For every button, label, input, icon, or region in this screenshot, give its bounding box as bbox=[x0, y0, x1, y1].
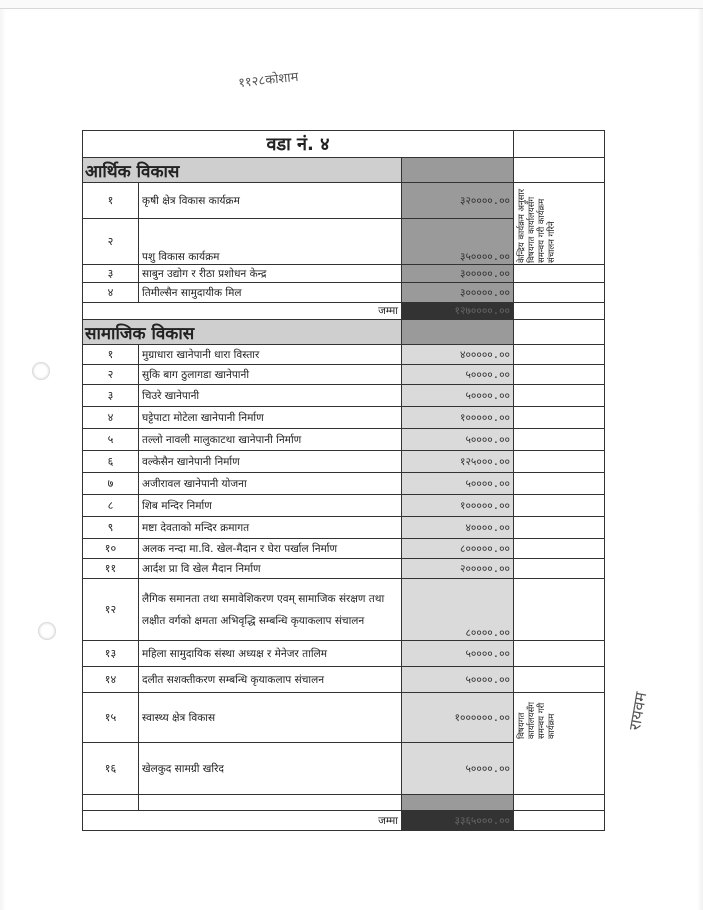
social-total-row bbox=[83, 811, 605, 831]
table-row bbox=[83, 283, 605, 303]
row-amount: ३०००००.०० bbox=[402, 265, 514, 283]
row-description: अजीरावल खानेपानी योजना bbox=[139, 473, 402, 495]
row-number: १ bbox=[83, 183, 139, 219]
table-row bbox=[83, 385, 605, 407]
row-description: पशु विकास कार्यक्रम bbox=[139, 219, 402, 265]
table-row bbox=[83, 473, 605, 495]
row-description: दलीत सशक्तीकरण सम्बन्धि कृयाकलाप संचालन bbox=[139, 667, 402, 693]
row-amount: ३२००००.०० bbox=[402, 183, 514, 219]
row-description: तिमील्सैन सामुदायीक मिल bbox=[139, 283, 402, 303]
row-amount: ५००००.०० bbox=[402, 473, 514, 495]
row-description: मष्टा देवताको मन्दिर क्रमागत bbox=[139, 517, 402, 539]
row-amount: ५००००.०० bbox=[402, 667, 514, 693]
row-amount: १०००००.०० bbox=[402, 495, 514, 517]
row-description: मुग्राधारा खानेपानी धारा विस्तार bbox=[139, 345, 402, 365]
row-description: खेलकुद सामग्री खरिद bbox=[139, 743, 402, 795]
economic-section-title: आर्थिक विकास bbox=[83, 158, 402, 183]
row-amount: १०००००.०० bbox=[402, 407, 514, 429]
row-number: १२ bbox=[83, 579, 139, 641]
table-row bbox=[83, 517, 605, 539]
row-number: १ bbox=[83, 345, 139, 365]
row-amount: ३०००००.०० bbox=[402, 283, 514, 303]
row-number: ७ bbox=[83, 473, 139, 495]
punch-hole bbox=[38, 622, 56, 640]
margin-signature: रायवम bbox=[625, 690, 651, 732]
row-amount: ३५००००.०० bbox=[402, 219, 514, 265]
handwritten-note: ११२८कोशाम bbox=[237, 69, 300, 92]
row-description: आर्दश प्रा वि खेल मैदान निर्माण bbox=[139, 559, 402, 579]
table-row bbox=[83, 265, 605, 283]
ward-budget-table bbox=[82, 130, 605, 831]
row-amount: ८०००००.०० bbox=[402, 539, 514, 559]
social-section-title: सामाजिक विकास bbox=[83, 320, 402, 345]
table-row bbox=[83, 429, 605, 451]
row-number: ५ bbox=[83, 429, 139, 451]
table-row bbox=[83, 693, 605, 743]
economic-total-row bbox=[83, 303, 605, 320]
social-total-amount: ३३६५०००.०० bbox=[402, 811, 514, 831]
economic-note: केन्द्रिय कार्यक्रम अनुसार विषयगत कार्यालयसँग समन्वय गरी कार्यक्रम संचालन गरिने bbox=[514, 183, 605, 265]
row-amount: ४०००००.०० bbox=[402, 345, 514, 365]
row-amount: ४००००.०० bbox=[402, 517, 514, 539]
scan-top-edge bbox=[0, 0, 703, 9]
row-number: २ bbox=[83, 365, 139, 385]
row-number: ८ bbox=[83, 495, 139, 517]
row-description: कृषी क्षेत्र विकास कार्यक्रम bbox=[139, 183, 402, 219]
row-number: ४ bbox=[83, 283, 139, 303]
row-amount: ५००००.०० bbox=[402, 429, 514, 451]
row-number: ९ bbox=[83, 517, 139, 539]
table-row bbox=[83, 579, 605, 641]
table-row bbox=[83, 539, 605, 559]
row-description: स्वास्थ्य क्षेत्र विकास bbox=[139, 693, 402, 743]
row-amount: ५००००.०० bbox=[402, 365, 514, 385]
row-amount: १००००००.०० bbox=[402, 693, 514, 743]
row-description: साबुन उद्योग र रीठा प्रशोधन केन्द्र bbox=[139, 265, 402, 283]
row-number: २ bbox=[83, 219, 139, 265]
row-number: १६ bbox=[83, 743, 139, 795]
table-row bbox=[83, 345, 605, 365]
table-row bbox=[83, 183, 605, 219]
row-number: १४ bbox=[83, 667, 139, 693]
total-label: जम्मा bbox=[83, 811, 402, 831]
punch-hole bbox=[32, 362, 50, 380]
row-description: तल्लो नावली मालुकाटथा खानेपानी निर्माण bbox=[139, 429, 402, 451]
row-description: लैगिक समानता तथा समावेशिकरण एवम् सामाजिक संरक्षण तथा लक्षीत वर्गको क्षमता अभिवृद्धि सम्बन्धि कृयाकलाप संचालन bbox=[139, 579, 402, 641]
row-number: ४ bbox=[83, 407, 139, 429]
table-row bbox=[83, 451, 605, 473]
row-description: घट्टेपाटा मोटेला खानेपानी निर्माण bbox=[139, 407, 402, 429]
table-row bbox=[83, 365, 605, 385]
row-amount: २०००००.०० bbox=[402, 559, 514, 579]
row-amount: ८००००.०० bbox=[402, 579, 514, 641]
row-description: अलक नन्दा मा.वि. खेल-मैदान र घेरा पर्खाल निर्माण bbox=[139, 539, 402, 559]
row-description: महिला सामुदायिक संस्था अध्यक्ष र मेनेजर तालिम bbox=[139, 641, 402, 667]
economic-total-amount: १२७००००.०० bbox=[402, 303, 514, 320]
row-number: ३ bbox=[83, 385, 139, 407]
row-amount: १२५०००.०० bbox=[402, 451, 514, 473]
social-note: विषयगत कार्यालयसँग समन्वय गरी कार्यक्रम bbox=[514, 693, 605, 795]
row-number: ६ bbox=[83, 451, 139, 473]
row-description: सुकि बाग ठुलागडा खानेपानी bbox=[139, 365, 402, 385]
row-amount: ५००००.०० bbox=[402, 385, 514, 407]
row-number: १३ bbox=[83, 641, 139, 667]
row-number: १५ bbox=[83, 693, 139, 743]
table-row bbox=[83, 407, 605, 429]
row-amount: ५००००.०० bbox=[402, 743, 514, 795]
row-description: शिब मन्दिर निर्माण bbox=[139, 495, 402, 517]
row-amount: ५००००.०० bbox=[402, 641, 514, 667]
row-number: ३ bbox=[83, 265, 139, 283]
total-label: जम्मा bbox=[83, 303, 402, 320]
row-description: चिउरे खानेपानी bbox=[139, 385, 402, 407]
row-number: ११ bbox=[83, 559, 139, 579]
ward-heading: वडा नं. ४ bbox=[83, 131, 514, 158]
table-row bbox=[83, 667, 605, 693]
row-description: वल्केसैन खानेपानी निर्माण bbox=[139, 451, 402, 473]
table-row bbox=[83, 559, 605, 579]
row-number: १० bbox=[83, 539, 139, 559]
table-row bbox=[83, 495, 605, 517]
table-row bbox=[83, 641, 605, 667]
